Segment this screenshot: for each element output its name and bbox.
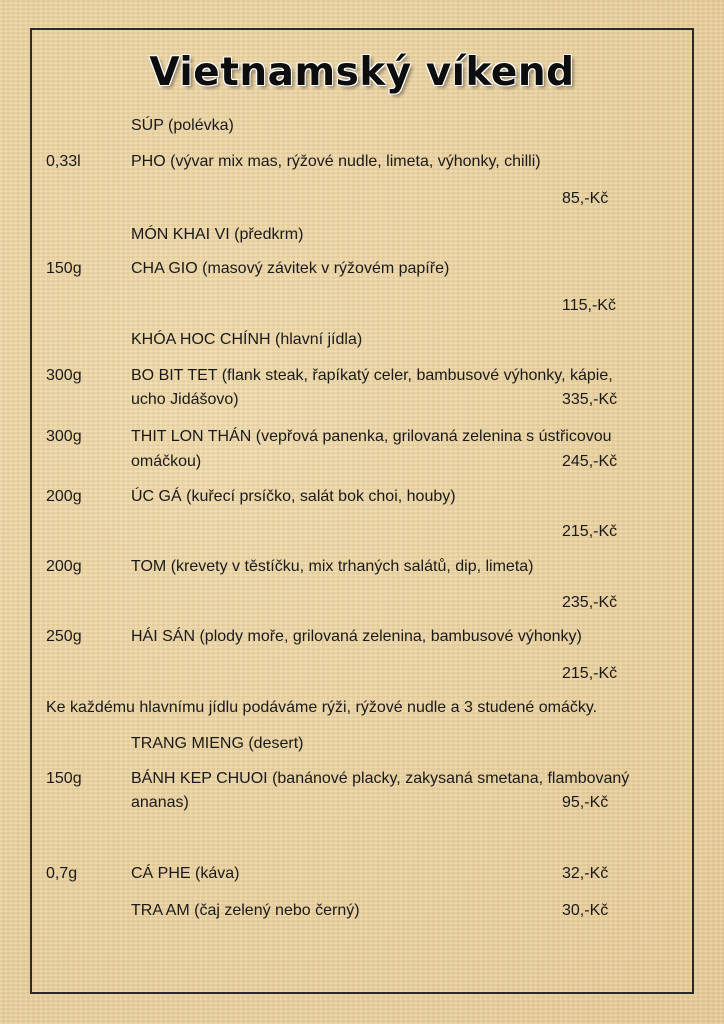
- item-qty: 300g: [46, 428, 82, 445]
- item-name: THIT LON THÁN (vepřová panenka, grilovaná zelenina s ústřicovou: [131, 428, 612, 445]
- item-price: 215,-Kč: [562, 523, 618, 540]
- item-price: 95,-Kč: [562, 794, 609, 811]
- item-qty: 200g: [46, 558, 82, 575]
- item-price: 115,-Kč: [562, 297, 616, 314]
- item-qty: 0,33l: [46, 153, 81, 170]
- item-name: TOM (krevety v těstíčku, mix trhaných salátů, dip, limeta): [131, 558, 534, 575]
- item-qty: 300g: [46, 367, 82, 384]
- section-heading-dessert: TRANG MIENG (desert): [131, 735, 304, 752]
- item-price: 245,-Kč: [562, 453, 618, 470]
- item-name-continued: omáčkou): [131, 453, 202, 470]
- item-price: 85,-Kč: [562, 190, 609, 207]
- item-price: 235,-Kč: [562, 594, 618, 611]
- section-heading-soup: SÚP (polévka): [131, 117, 234, 134]
- item-name: CHA GIO (masový závitek v rýžovém papíře): [131, 260, 450, 277]
- item-price: 30,-Kč: [562, 902, 609, 919]
- item-qty: 200g: [46, 488, 82, 505]
- item-qty: 0,7g: [46, 865, 78, 882]
- item-price: 215,-Kč: [562, 665, 618, 682]
- section-heading-starter: MÓN KHAI VI (předkrm): [131, 226, 304, 243]
- item-price: 335,-Kč: [562, 391, 618, 408]
- item-name: TRA AM (čaj zelený nebo černý): [131, 902, 360, 919]
- mains-note: Ke každému hlavnímu jídlu podáváme rýži, rýžové nudle a 3 studené omáčky.: [46, 699, 598, 716]
- item-name-continued: ucho Jidášovo): [131, 391, 239, 408]
- item-name: PHO (vývar mix mas, rýžové nudle, limeta, výhonky, chilli): [131, 153, 541, 170]
- section-heading-mains: KHÓA HOC CHÍNH (hlavní jídla): [131, 331, 363, 348]
- menu-frame: [30, 28, 694, 994]
- item-name: BÁNH KEP CHUOI (banánové placky, zakysaná smetana, flambovaný: [131, 770, 630, 787]
- item-name-continued: ananas): [131, 794, 189, 811]
- item-qty: 150g: [46, 770, 82, 787]
- item-name: HÁI SÁN (plody moře, grilovaná zelenina, bambusové výhonky): [131, 628, 582, 645]
- item-qty: 150g: [46, 260, 82, 277]
- item-qty: 250g: [46, 628, 82, 645]
- menu-title: Vietnamský víkend: [149, 50, 575, 95]
- item-name: BO BIT TET (flank steak, řapíkatý celer, bambusové výhonky, kápie,: [131, 367, 613, 384]
- item-price: 32,-Kč: [562, 865, 609, 882]
- item-name: ÚC GÁ (kuřecí prsíčko, salát bok choi, houby): [131, 488, 456, 505]
- item-name: CÁ PHE (káva): [131, 865, 240, 882]
